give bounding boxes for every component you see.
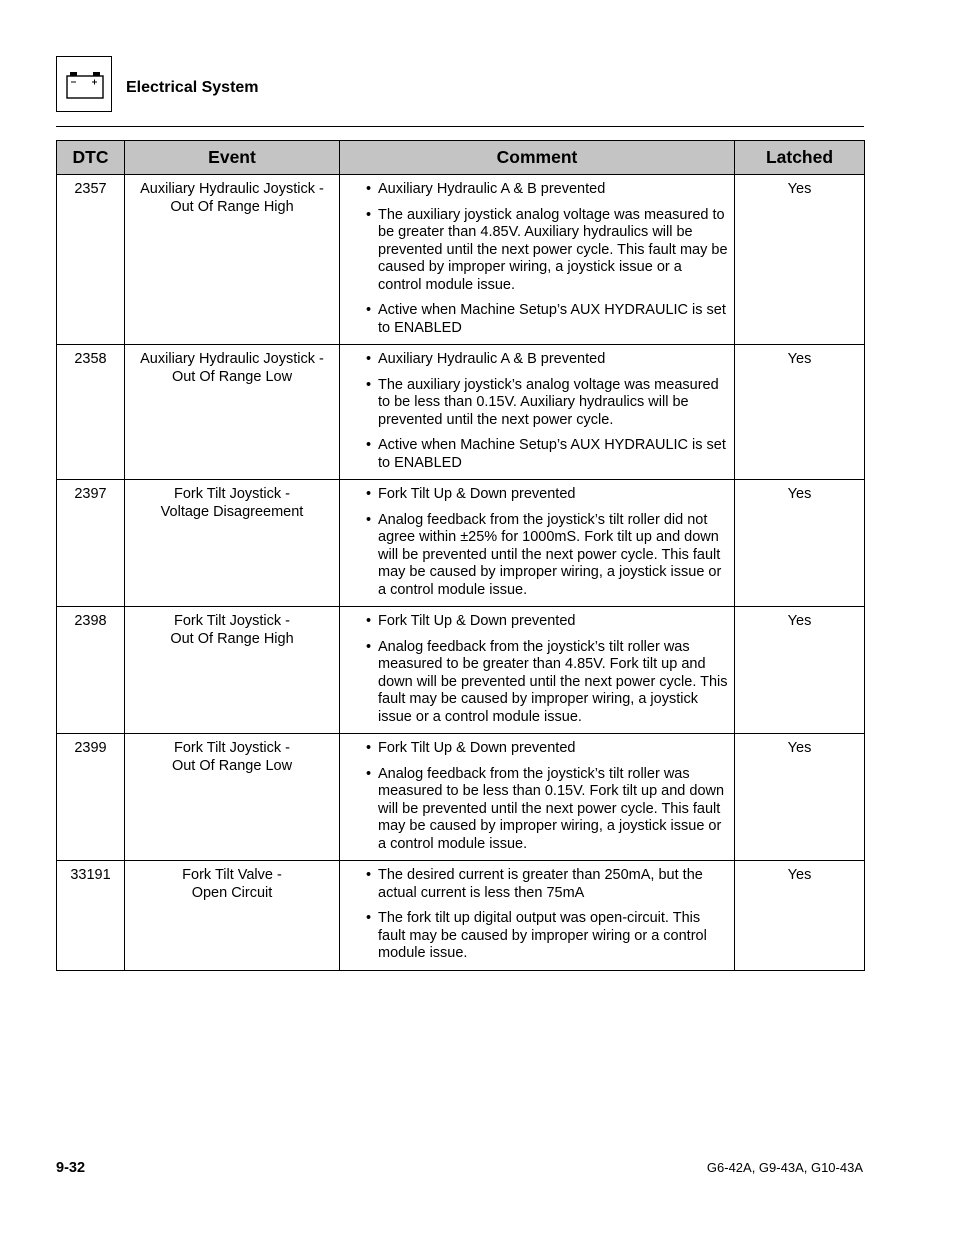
header-divider [56,126,864,127]
dtc-code: 2398 [57,607,125,734]
event-line: Fork Tilt Joystick - [173,613,290,629]
comment-cell [340,861,735,971]
dtc-code: 2399 [57,734,125,861]
event-line: Out Of Range Low [171,757,293,774]
comment-item: • Auxiliary Hydraulic A & B prevented [366,181,728,199]
comment-item: • Fork Tilt Up & Down prevented [366,740,728,758]
table-row [57,861,865,971]
event-line: Out Of Range High [170,198,294,215]
dtc-code: 2397 [57,480,125,607]
comment-item: • The desired current is greater than 250mA, but the actual current is less then 75mA [366,867,728,902]
comment-item: • Analog feedback from the joystick’s tilt roller was measured to be less than 0.15V. Fork tilt up and down will be prevented until the next power cycle. This fault may be caused by improper wiring, a joystick issue or a control module issue. [366,766,728,854]
event-line: Auxiliary Hydraulic Joystick - [140,181,324,197]
event-line: Voltage Disagreement [160,503,304,520]
latched-value: Yes [735,861,865,971]
event-cell [125,345,340,480]
comment-cell [340,480,735,607]
dtc-code: 2357 [57,175,125,345]
comment-item: • Analog feedback from the joystick’s tilt roller was measured to be greater than 4.85V. Fork tilt up and down will be prevented until the next power cycle. This fault may be caused by improper wiring, a joystick issue or a control module issue. [366,639,728,727]
event-line: Out Of Range High [170,630,294,647]
section-title: Electrical System [126,79,259,96]
event-cell [125,734,340,861]
latched-value: Yes [735,607,865,734]
comment-item: • Active when Machine Setup’s AUX HYDRAULIC is set to ENABLED [366,437,728,472]
column-header-event: Event [125,141,340,175]
dtc-code: 2358 [57,345,125,480]
comment-cell [340,345,735,480]
comment-item: • Fork Tilt Up & Down prevented [366,613,728,631]
comment-cell [340,734,735,861]
latched-value: Yes [735,345,865,480]
event-cell [125,861,340,971]
event-line: Fork Tilt Joystick - [173,740,290,756]
event-line: Out Of Range Low [171,368,293,385]
event-cell [125,175,340,345]
latched-value: Yes [735,734,865,861]
table-row [57,480,865,607]
comment-item: • Auxiliary Hydraulic A & B prevented [366,351,728,369]
column-header-comment: Comment [340,141,735,175]
column-header-dtc: DTC [57,141,125,175]
comment-item: • Fork Tilt Up & Down prevented [366,486,728,504]
table-row [57,175,865,345]
model-list: G6-42A, G9-43A, G10-43A [706,1160,863,1175]
comment-cell [340,175,735,345]
comment-item: • Analog feedback from the joystick’s tilt roller did not agree within ±25% for 1000mS. Fork tilt up and down will be prevented until the next power cycle. This fault may be caused by improper wiring, a joystick issue or a control module issue. [366,512,728,600]
comment-item: • The auxiliary joystick’s analog voltage was measured to be less than 0.15V. Auxiliary hydraulics will be prevented until the next power cycle. [366,377,728,430]
comment-item: • The auxiliary joystick analog voltage was measured to be greater than 4.85V. Auxiliary hydraulics will be prevented until the next power cycle. This fault may be caused by improper wiring, a joystick issue or a control module issue. [366,207,728,295]
page-number: 9-32 [56,1160,86,1176]
latched-value: Yes [735,480,865,607]
table-row [57,607,865,734]
event-cell [125,607,340,734]
battery-icon [57,57,113,113]
table-row [57,734,865,861]
event-line: Fork Tilt Joystick - [173,486,290,502]
event-line: Open Circuit [191,884,273,901]
comment-item: • Active when Machine Setup’s AUX HYDRAULIC is set to ENABLED [366,302,728,337]
column-header-latched: Latched [735,141,865,175]
table-row [57,345,865,480]
comment-cell [340,607,735,734]
event-cell [125,480,340,607]
latched-value: Yes [735,175,865,345]
event-line: Auxiliary Hydraulic Joystick - [140,351,324,367]
battery-icon-box [56,56,112,112]
dtc-code: 33191 [57,861,125,971]
table-header-row [57,141,865,175]
comment-item: • The fork tilt up digital output was open-circuit. This fault may be caused by improper wiring or a control module issue. [366,910,728,963]
event-line: Fork Tilt Valve - [182,867,282,883]
dtc-table [56,140,865,971]
